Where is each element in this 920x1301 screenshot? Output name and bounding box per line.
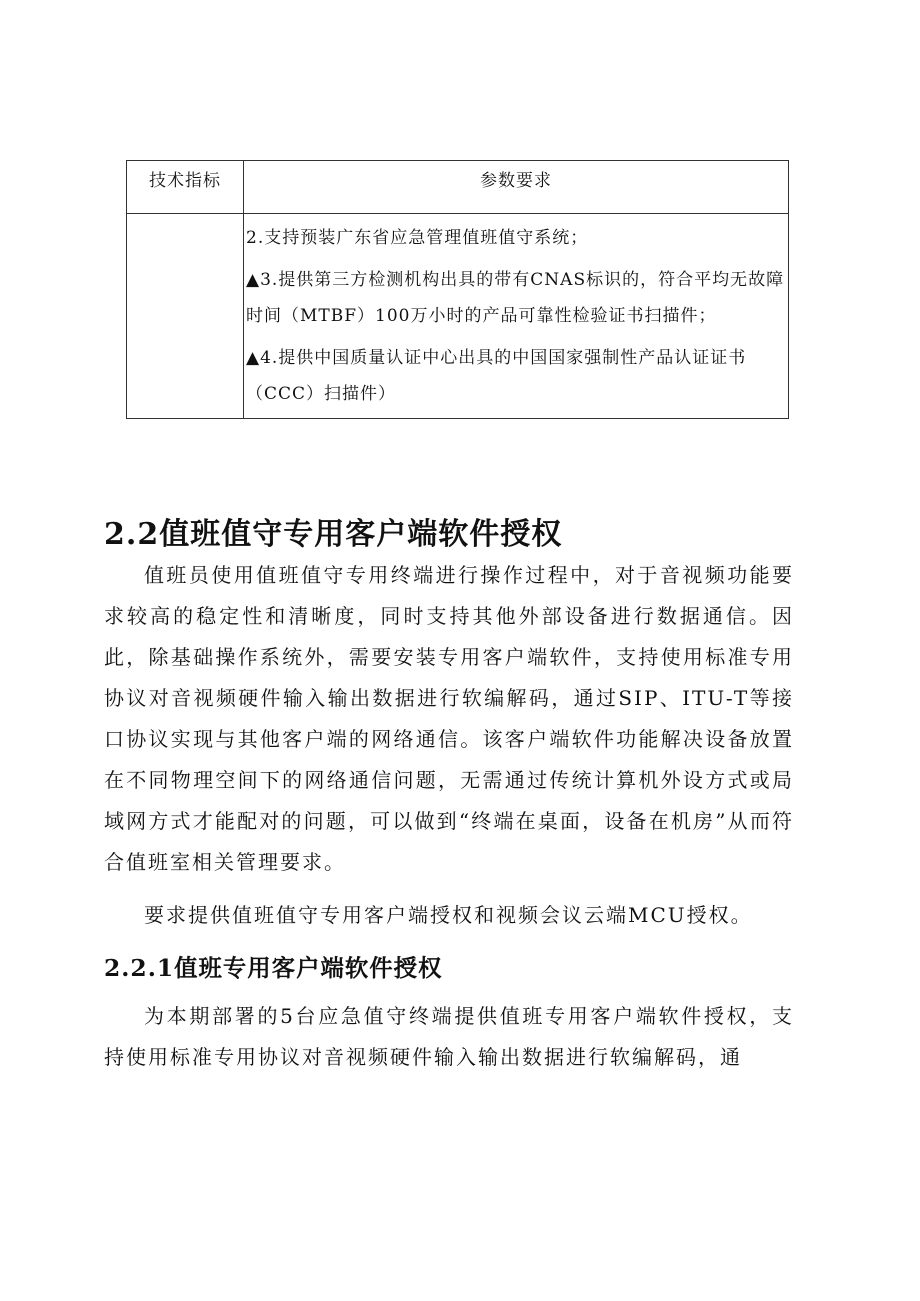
requirement-item: 2.支持预装广东省应急管理值班值守系统； <box>246 228 589 248</box>
section-heading-2-2: 2.2值班值守专用客户端软件授权 <box>104 517 563 552</box>
requirement-item: ▲3.提供第三方检测机构出具的带有CNAS标识的，符合平均无故障时间（MTBF）100万小时的产品可靠性检验证书扫描件； <box>246 270 785 326</box>
document-body <box>104 515 794 1078</box>
indicator-cell <box>127 214 244 419</box>
section-2-2-1-paragraph-1: 为本期部署的5台应急值守终端提供值班专用客户端软件授权，支持使用标准专用协议对音视频硬件输入输出数据进行软编解码，通 <box>104 1004 794 1069</box>
header-indicator: 技术指标 <box>127 161 244 214</box>
section-heading-2-2-1: 2.2.1值班专用客户端软件授权 <box>104 954 443 982</box>
table-header-row <box>127 161 789 214</box>
section-2-2-paragraph-1: 值班员使用值班值守专用终端进行操作过程中，对于音视频功能要求较高的稳定性和清晰度，同时支持其他外部设备进行数据通信。因此，除基础操作系统外，需要安装专用客户端软件，支持使用标准专用协议对音视频硬件输入输出数据进行软编解码，通过SIP、ITU-T等接口协议实现与其他客户端的网络通信。该客户端软件功能解决设备放置在不同物理空间下的网络通信问题，无需通过传统计算机外设方式或局域网方式才能配对的问题，可以做到“终端在桌面，设备在机房”从而符合值班室相关管理要求。 <box>104 563 794 874</box>
header-requirements: 参数要求 <box>244 161 789 214</box>
table-row <box>127 214 789 419</box>
requirement-item: ▲4.提供中国质量认证中心出具的中国国家强制性产品认证证书（CCC）扫描件） <box>246 348 747 404</box>
section-2-2-paragraph-2: 要求提供值班值守专用客户端授权和视频会议云端MCU授权。 <box>144 903 753 927</box>
spec-table <box>126 160 789 419</box>
requirements-cell <box>244 214 789 419</box>
